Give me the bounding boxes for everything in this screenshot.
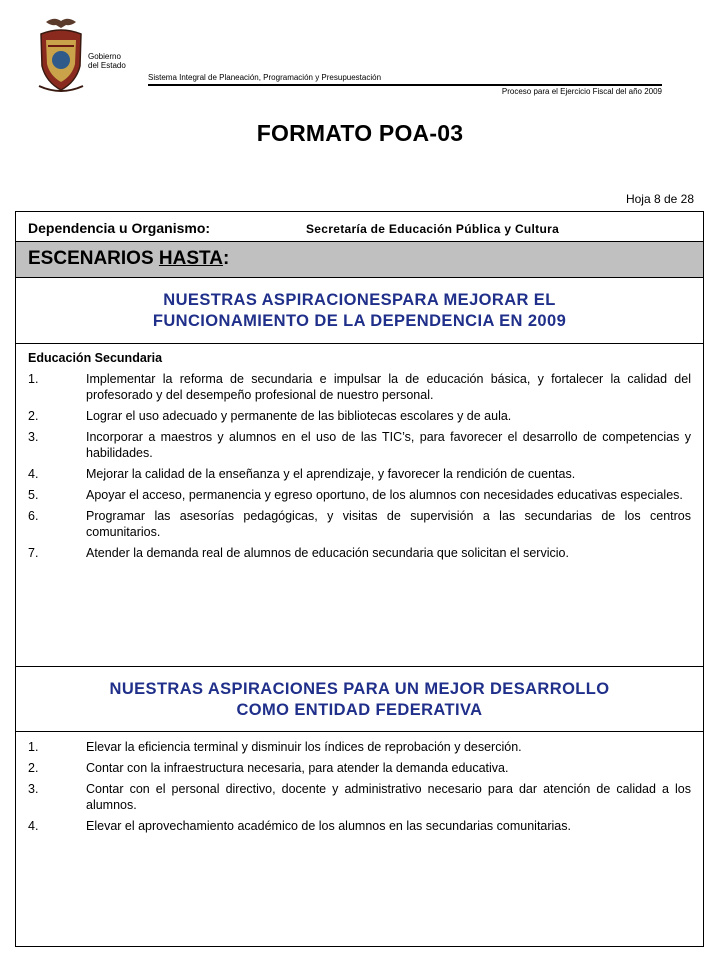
list-item xyxy=(16,487,703,503)
header-rule xyxy=(148,84,662,86)
list-item xyxy=(16,760,703,776)
list-item xyxy=(16,739,703,755)
section1-subheading: Educación Secundaria xyxy=(28,351,163,365)
item-text: Elevar la eficiencia terminal y disminuir los índices de reprobación y deserción. xyxy=(86,740,522,754)
list-item xyxy=(16,818,703,834)
item-text: Implementar la reforma de secundaria e impulsar la de educación básica, y fortalecer la calidad del profesorado y del desempeño profesional de nuestro personal. xyxy=(86,372,691,402)
item-number: 3. xyxy=(28,782,39,796)
dependencia-row xyxy=(16,212,703,242)
form-frame xyxy=(15,211,704,947)
item-text: Contar con la infraestructura necesaria, para atender la demanda educativa. xyxy=(86,761,509,775)
dependencia-label: Dependencia u Organismo: xyxy=(28,220,211,236)
item-text: Incorporar a maestros y alumnos en el uso de las TIC’s, para favorecer el desarrollo de competencias y habilidades. xyxy=(86,430,691,460)
item-number: 1. xyxy=(28,372,39,386)
state-seal-logo xyxy=(36,16,86,96)
system-name: Sistema Integral de Planeación, Programación y Presupuestación xyxy=(148,73,382,82)
section1-content xyxy=(16,350,703,566)
section2-heading xyxy=(16,666,703,732)
item-text: Apoyar el acceso, permanencia y egreso oportuno, de los alumnos con necesidades educativas especiales. xyxy=(86,488,683,502)
list-item xyxy=(16,545,703,561)
item-number: 2. xyxy=(28,761,39,775)
fiscal-process: Proceso para el Ejercicio Fiscal del año 2009 xyxy=(501,87,662,96)
item-text: Programar las asesorías pedagógicas, y visitas de supervisión a las secundarias de los centros comunitarios. xyxy=(86,509,691,539)
page-number: Hoja 8 de 28 xyxy=(625,192,694,206)
escenarios-prefix: ESCENARIOS xyxy=(28,248,159,269)
item-number: 1. xyxy=(28,740,39,754)
item-number: 3. xyxy=(28,430,39,444)
gobierno-line1: Gobierno xyxy=(88,52,121,61)
escenarios-heading xyxy=(28,248,229,270)
list-item xyxy=(16,508,703,540)
item-text: Mejorar la calidad de la enseñanza y el aprendizaje, y favorecer la rendición de cuentas. xyxy=(86,467,576,481)
item-number: 7. xyxy=(28,546,39,560)
section1-heading xyxy=(16,278,703,344)
item-text: Contar con el personal directivo, docente y administrativo necesario para dar atención de calidad a los alumnos. xyxy=(86,782,691,812)
item-text: Elevar el aprovechamiento académico de los alumnos en las secundarias comunitarias. xyxy=(86,819,571,833)
item-number: 2. xyxy=(28,409,39,423)
section2-heading-line1: NUESTRAS ASPIRACIONES PARA UN MEJOR DESARROLLO xyxy=(109,680,610,698)
document-header xyxy=(0,0,720,110)
section2-heading-line2: COMO ENTIDAD FEDERATIVA xyxy=(236,701,483,719)
page-title: FORMATO POA-03 xyxy=(256,120,464,146)
gobierno-line2: del Estado xyxy=(88,61,126,70)
item-text: Atender la demanda real de alumnos de educación secundaria que solicitan el servicio. xyxy=(86,546,569,560)
list-item xyxy=(16,429,703,461)
item-number: 4. xyxy=(28,819,39,833)
item-number: 5. xyxy=(28,488,39,502)
escenarios-row xyxy=(16,242,703,278)
section2-content xyxy=(16,739,703,839)
item-number: 6. xyxy=(28,509,39,523)
item-text: Lograr el uso adecuado y permanente de las bibliotecas escolares y de aula. xyxy=(86,409,512,423)
section1-heading-line1: NUESTRAS ASPIRACIONESPARA MEJORAR EL xyxy=(163,291,556,309)
section1-heading-line2: FUNCIONAMIENTO DE LA DEPENDENCIA EN 2009 xyxy=(152,312,567,330)
list-item xyxy=(16,371,703,403)
list-item xyxy=(16,466,703,482)
escenarios-suffix: : xyxy=(222,248,230,269)
escenarios-underlined: HASTA xyxy=(158,248,223,269)
dependencia-value: Secretaría de Educación Pública y Cultura xyxy=(306,222,560,236)
list-item xyxy=(16,781,703,813)
gobierno-label xyxy=(88,52,126,70)
item-number: 4. xyxy=(28,467,39,481)
list-item xyxy=(16,408,703,424)
